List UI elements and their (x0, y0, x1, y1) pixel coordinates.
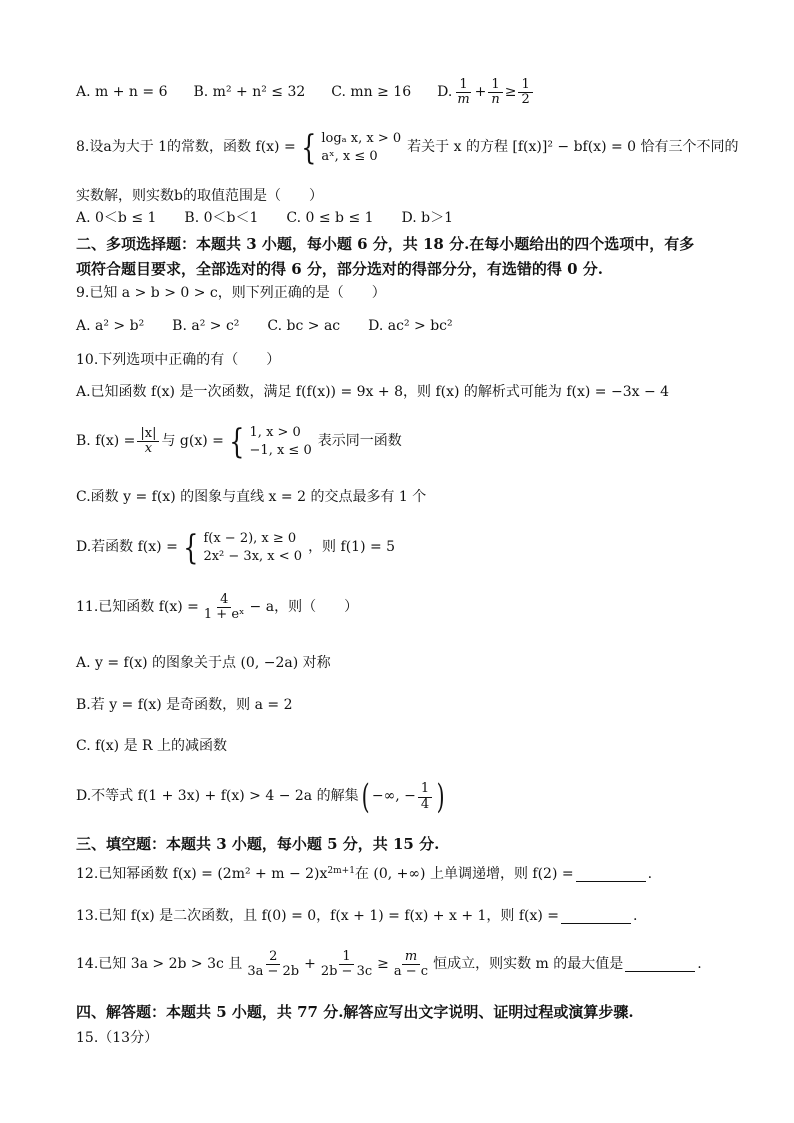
q13-answer-blank[interactable] (561, 909, 631, 924)
q11-num: 4 (217, 593, 231, 608)
q11-d-den: 4 (420, 796, 430, 812)
q10-d-prefix: D.若函数 f(x) = (76, 538, 178, 555)
q11-option-b: B.若 y = f(x) 是奇函数，则 a = 2 (76, 697, 293, 713)
section4-heading: 四、解答题：本题共 5 小题，共 77 分.解答应写出文字说明、证明过程或演算步骤. (76, 1003, 634, 1021)
q14-plus: + (304, 956, 316, 973)
q11-d-interval-left: −∞, − (371, 788, 416, 805)
q10-b-den: x (144, 441, 153, 457)
q7-option-d-prefix: D. (437, 84, 453, 101)
q14-prefix: 14.已知 3a > 2b > 3c 且 (76, 956, 243, 973)
q11-den: 1 + eˣ (203, 607, 245, 623)
q12-stem (76, 866, 652, 884)
q11-prefix: 11.已知函数 f(x) = (76, 599, 199, 616)
q14-frac2 (318, 950, 375, 980)
q11-d-rparen: ) (436, 777, 445, 817)
q14-f3-den: a − c (393, 964, 429, 980)
q7-option-d-frac1: $\frac{1}{m}$ (457, 77, 470, 108)
q14-suffix: 恒成立，则实数 m 的最大值是 (433, 956, 624, 973)
q13-end: . (633, 908, 638, 924)
q10-option-b (76, 421, 402, 462)
q12-end: . (647, 866, 653, 882)
q8-case2: aˣ, x ≤ 0 (321, 148, 378, 164)
q8-case1: logₐ x, x > 0 (321, 131, 402, 146)
q7-option-c: C. mn ≥ 16 (331, 84, 412, 101)
q14-stem (76, 950, 702, 980)
q8-prefix: 8.设a为大于 1的常数，函数 f(x) = (76, 138, 296, 155)
q13-stem (76, 908, 638, 926)
q11-d-lparen: ( (361, 777, 370, 817)
q14-end: . (697, 956, 702, 973)
q15-heading: 15.（13分） (76, 1030, 159, 1046)
q10-option-c: C.函数 y = f(x) 的图象与直线 x = 2 的交点最多有 1 个 (76, 489, 427, 505)
q14-f1-den: 3a − 2b (247, 964, 300, 980)
q10-d-case2: 2x² − 3x, x < 0 (203, 548, 303, 564)
q8-brace: { (300, 127, 317, 168)
q8-line2: 实数解，则实数b的取值范围是（ ） (76, 188, 323, 204)
q7-option-b: B. m² + n² ≤ 32 (193, 84, 306, 101)
q11-stem (76, 593, 358, 623)
q8-stem (76, 127, 739, 168)
q11-suffix: − a，则（ ） (249, 599, 359, 616)
q14-ge: ≥ (377, 956, 389, 973)
q10-d-suffix: ，则 f(1) = 5 (308, 538, 396, 555)
q9-stem: 9.已知 a > b > 0 > c，则下列正确的是（ ） (76, 285, 386, 301)
q14-f3-num: m (402, 950, 420, 965)
q10-b-mid: 与 g(x) = (161, 432, 224, 449)
q12-answer-blank[interactable] (576, 867, 646, 882)
q8-options: A. 0＜b ≤ 1 B. 0＜b＜1 C. 0 ≤ b ≤ 1 D. b＞1 (76, 210, 454, 226)
q10-d-brace: { (183, 527, 199, 568)
q13-text: 13.已知 f(x) 是二次函数，且 f(0) = 0，f(x + 1) = f(x) + x + 1，则 f(x) = (76, 908, 560, 924)
q11-d-frac (418, 782, 432, 812)
q10-b-prefix: B. f(x) = (76, 432, 136, 449)
section3-heading: 三、填空题：本题共 3 小题，每小题 5 分，共 15 分. (76, 835, 440, 853)
q10-option-a: A.已知函数 f(x) 是一次函数，满足 f(f(x)) = 9x + 8，则 f(x) 的解析式可能为 f(x) = −3x − 4 (76, 384, 670, 400)
q10-b-num: |x| (137, 427, 159, 442)
q10-b-case1: 1, x > 0 (249, 425, 301, 440)
q12-prefix: 12.已知幂函数 f(x) = (2m² + m − 2)x (76, 866, 328, 882)
q7-options-row: A. m + n = 6 B. m² + n² ≤ 32 C. mn ≥ 16 D. $\frac{1}{m}$ + $\frac{1}{n}$ ≥ $\frac{1}{2}$ (76, 78, 535, 108)
q10-d-cases (203, 530, 302, 565)
q14-f1-num: 2 (266, 950, 280, 965)
q14-frac1 (244, 950, 302, 980)
q10-stem: 10.下列选项中正确的有（ ） (76, 352, 281, 368)
q12-suffix: 在 (0, +∞) 上单调递增，则 f(2) = (354, 866, 574, 882)
q11-option-c: C. f(x) 是 R 上的减函数 (76, 738, 228, 754)
q10-b-case2: −1, x ≤ 0 (249, 442, 312, 458)
q10-option-d (76, 527, 396, 568)
q11-option-a: A. y = f(x) 的图象关于点 (0, −2a) 对称 (76, 655, 331, 671)
q9-options: A. a² > b² B. a² > c² C. bc > ac D. ac² > bc² (76, 318, 453, 334)
q10-b-brace: { (229, 421, 245, 462)
q10-b-frac (137, 427, 159, 457)
q10-b-suffix: 表示同一函数 (317, 432, 402, 449)
q11-option-d (76, 777, 447, 817)
q7-option-d-frac3: $\frac{1}{2}$ (518, 78, 532, 108)
q14-f2-den: 2b − 3c (320, 964, 373, 980)
q7-option-d-frac2: $\frac{1}{n}$ (488, 78, 502, 108)
q14-frac3 (391, 950, 431, 980)
q14-f2-num: 1 (339, 950, 353, 965)
q11-frac (201, 593, 248, 623)
q8-cases (321, 130, 401, 165)
q12-exp: 2m+1 (327, 866, 355, 876)
q8-mid: 若关于 x 的方程 [f(x)]² − bf(x) = 0 恰有三个不同的 (407, 138, 739, 155)
q10-d-case1: f(x − 2), x ≥ 0 (203, 531, 297, 546)
q11-d-num: 1 (418, 782, 432, 797)
q14-answer-blank[interactable] (625, 957, 695, 972)
q11-d-prefix: D.不等式 f(1 + 3x) + f(x) > 4 − 2a 的解集 (76, 788, 359, 805)
q7-option-a: A. m + n = 6 (76, 84, 168, 101)
section2-line2: 项符合题目要求，全部选对的得 6 分，部分选对的得部分分，有选错的得 0 分. (76, 260, 603, 278)
section2-line1: 二、多项选择题：本题共 3 小题，每小题 6 分，共 18 分.在每小题给出的四个选项中，有多 (76, 235, 695, 253)
q10-b-cases (250, 424, 312, 459)
